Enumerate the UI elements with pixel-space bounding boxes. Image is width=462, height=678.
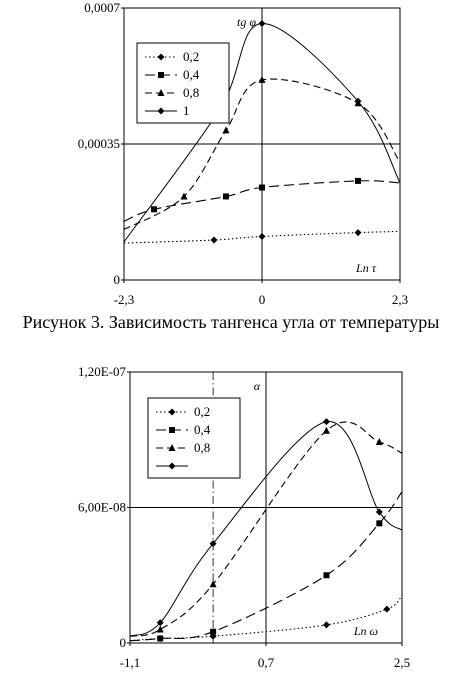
y-tick-label: 1,20E-07 bbox=[77, 364, 126, 379]
x-tick-label: 2,5 bbox=[393, 655, 411, 670]
data-point bbox=[323, 418, 330, 425]
x-tick-label: -2,3 bbox=[113, 292, 135, 307]
legend-label: 0,2 bbox=[194, 404, 211, 419]
y-tick-label: 0,0007 bbox=[84, 0, 120, 15]
x-tick-label: 0,7 bbox=[257, 655, 275, 670]
legend-label: 0,8 bbox=[194, 440, 211, 455]
y-axis-label: tg φ bbox=[237, 15, 256, 29]
data-point bbox=[323, 621, 330, 628]
legend-label: 0,2 bbox=[183, 49, 200, 64]
y-tick-label: 0,00035 bbox=[77, 136, 120, 151]
legend-label: 1 bbox=[183, 103, 190, 118]
data-point bbox=[157, 625, 164, 632]
x-tick-label: -1,1 bbox=[119, 655, 141, 670]
data-point bbox=[323, 572, 329, 578]
legend-label: 0,4 bbox=[183, 67, 200, 82]
data-point bbox=[157, 635, 163, 641]
x-axis-label: Ln ω bbox=[353, 624, 378, 638]
legend-marker bbox=[169, 427, 175, 433]
x-tick-label: 2,3 bbox=[391, 292, 409, 307]
legend-label: 0,4 bbox=[194, 422, 211, 437]
y-axis-label: α bbox=[253, 379, 260, 393]
legend-label: 0,8 bbox=[183, 85, 200, 100]
data-point bbox=[376, 509, 383, 516]
data-point bbox=[323, 427, 330, 434]
data-point bbox=[376, 520, 382, 526]
x-axis-label: Ln τ bbox=[356, 261, 376, 275]
data-point bbox=[383, 606, 390, 613]
data-point bbox=[210, 629, 216, 635]
figure-caption: Рисунок 3. Зависимость тангенса угла от температуры bbox=[22, 312, 440, 332]
y-tick-label: 0 bbox=[119, 635, 126, 650]
x-tick-label: 0 bbox=[258, 292, 266, 307]
y-tick-label: 0 bbox=[113, 272, 120, 287]
y-tick-label: 6,00E-08 bbox=[77, 499, 126, 515]
data-point bbox=[376, 438, 383, 445]
